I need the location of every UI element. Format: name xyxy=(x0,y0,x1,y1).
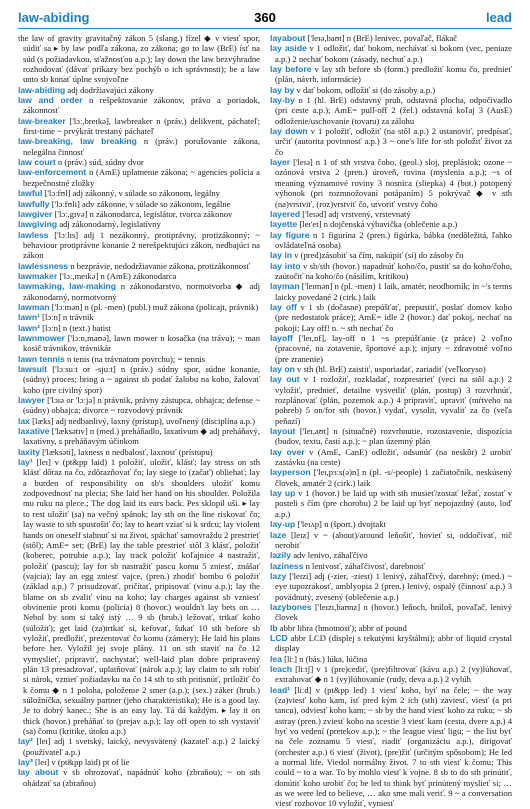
entry-definition: ['leɪə,baʊt] n (BrE) lenivec, povaľač, flákač xyxy=(307,33,458,43)
dictionary-entry xyxy=(270,230,512,251)
dictionary-entry xyxy=(270,209,512,219)
entry-headword: layman xyxy=(270,281,300,292)
entry-headword: lay figure xyxy=(270,229,310,240)
entry-definition: [leɪz] v ~ (about)/around leňošiť, hovieť si, oddočívať, nič nerobiť xyxy=(275,529,513,550)
entry-definition: ['lɔːlɪs] adj 1 nezákonný, protiprávny, protizákonný; ~ behaviour protiprávne konanie 2 nerešpektujúci zákon, nedbajúci na zákon xyxy=(23,229,260,261)
entry-headword: lawn tennis xyxy=(18,353,65,364)
dictionary-entry xyxy=(18,261,260,271)
entry-definition: v (AmE, CanE) odložiť, odsunúť (na neskôr) 2 urobiť zastávku (na ceste) xyxy=(275,446,512,468)
dictionary-entry xyxy=(18,736,260,757)
dictionary-entry xyxy=(270,467,512,488)
dictionary-entry xyxy=(270,623,512,633)
entry-headword: lay² xyxy=(18,736,33,747)
dictionary-entry xyxy=(270,426,512,447)
entry-headword: lb xyxy=(270,622,278,633)
entry-definition: v 1 (hovor.) be laid up with sth musieť/zostať ležať, zostať v posteli s čím (pre chorobu) 2 be laid up byť nepojazdný (auto, loď a.p.) xyxy=(275,488,512,519)
entry-definition: v lay sth before sb (form.) predložiť komu čo, prednieť (plán, návrh, informácie) xyxy=(275,64,512,85)
dictionary-entry xyxy=(18,116,260,137)
entry-headword: lay by xyxy=(270,84,295,95)
dictionary-entry xyxy=(18,333,260,354)
dictionary-entry xyxy=(270,374,512,426)
entry-headword: lawful xyxy=(18,188,43,199)
entry-headword: layperson xyxy=(270,467,311,478)
entry-definition: n (práv.) súd, súdny dvor xyxy=(57,157,144,168)
entry-definition: n tenis (na trávnatom povrchu); = tennis xyxy=(66,353,205,364)
entry-headword: lay aside xyxy=(270,43,307,54)
entry-definition: v dať bokom, odložiť si (do zásoby a.p.) xyxy=(296,84,436,95)
dictionary-entry xyxy=(270,95,512,126)
entry-definition: [liː] n (bás.) lúka, lúčina xyxy=(284,653,368,664)
dictionary-entry xyxy=(270,333,512,364)
left-guide-word: law-abiding xyxy=(18,10,90,25)
left-column xyxy=(18,33,261,788)
entry-definition: ['leɪʌp] n (šport.) dvojtakt xyxy=(297,519,386,530)
entry-headword: lawmaker xyxy=(18,270,58,281)
entry-definition: ['lɔːfʊl] adj zákonný, v súlade so zákonom, legálny xyxy=(44,188,220,199)
dictionary-entry xyxy=(18,354,260,364)
entry-definition: n rešpektovanie zákonov, právo a poriadok, zákonnosť xyxy=(23,95,260,116)
entry-definition: n bezprávie, nedodržiavanie zákona, protizákonnosť xyxy=(70,260,251,271)
entry-headword: law-breaking, law breaking xyxy=(18,136,137,147)
dictionary-entry xyxy=(18,323,260,333)
entry-definition: abbr libra (hmotnosť); abbr of pound xyxy=(279,622,407,633)
entry-headword: lawnmower xyxy=(18,332,65,343)
dictionary-entry xyxy=(270,43,512,64)
entry-definition: [læks] adj nedbanlivý, laxný (prístup), uvoľnený (disciplína a.p.) xyxy=(32,415,255,426)
entry-headword: LCD xyxy=(270,632,288,643)
entry-definition: ['lɔː,breɪkə], lawbreaker n (práv.) delikvent, páchateľ; first-time ~ prvýkrát trestaný páchateľ xyxy=(23,115,260,137)
entry-headword: laxative xyxy=(18,426,50,437)
entry-headword: lay on xyxy=(270,364,295,374)
entry-definition: ['lɔːsuːt or -sjuːt] n (práv.) súdny spor, súdne konanie, (súdny) proces; bring a ~ against sb podať žalobu na koho, žalovať koho (pre civilný spor) xyxy=(23,364,260,395)
entry-headword: lawmaking, law-making xyxy=(18,281,117,292)
dictionary-entry xyxy=(270,571,512,602)
entry-definition: n zákonodarstvo, normotvorba ◆ adj zákonodarný, normotvorný xyxy=(23,281,261,302)
dictionary-entry xyxy=(270,633,512,654)
dictionary-entry xyxy=(18,416,260,426)
dictionary-entry xyxy=(18,33,260,85)
entry-definition: [lɔːn] n trávnik xyxy=(42,312,94,323)
dictionary-entry xyxy=(270,685,512,809)
dictionary-entry xyxy=(270,157,512,209)
entry-headword: layoff xyxy=(270,332,293,343)
entry-headword: lay³ xyxy=(18,757,33,768)
dictionary-entry xyxy=(270,447,512,468)
dictionary-entry xyxy=(270,250,512,260)
dictionary-entry xyxy=(270,602,512,623)
entry-definition: ['leɪ,ɒf], lay-off n 1 ~s prepúšťanie (z práce) 2 voľno (pracovné, na zotavenie, športové a.p.); injury ~ zdravotné voľno (pre zranenie) xyxy=(275,332,512,364)
dictionary-entry xyxy=(270,302,512,333)
dictionary-entry xyxy=(270,64,512,85)
dictionary-entry xyxy=(18,457,260,736)
entry-definition: [liːtʃ] v 1 (pre)cediť, (pre)filtrovať (kávu a.p.) 2 (vy)lúhovať, extrahovať ◆ n 1 (vy)lúhovanie (rudy, deva a.p.) 2 vylúh xyxy=(275,663,512,685)
entry-headword: lawn¹ xyxy=(18,312,40,323)
entry-headword: lawgiver xyxy=(18,208,53,219)
entry-headword: lazybones xyxy=(270,601,312,612)
entry-headword: lawsuit xyxy=(18,364,48,374)
dictionary-entry xyxy=(270,126,512,157)
entry-headword: lawless xyxy=(18,229,49,240)
entry-definition: [leɪ] v (pt&pp laid) 1 položiť, uložiť, klásť; lay stress on sth klásť dôraz na čo, zdôrazňovať čo; lay siege to (začať) obliehať; lay a burden of responsibility on sb's shoulders uložiť komu zodpovednosť na plecia; She laid her hand on his shoulder. Položila mu ruku na plece.; The dog laid its ears back. Pes sklopil uši. ▸ lay to rest uložiť (sa) na večný spánok; lay sth on the line riskovať čo; lay waste to sth spustošiť čo; lay to heart vziať si k srdcu; lay violent hands on oneself siahnuť si na život, spáchať samovraždu 2 prestrieť (stôl); AmE= set; (BrE) lay the table prestrieť stôl 3 klásť, položiť (koberec, potrubie a.p.); lay track položiť koľajnice 4 nastražiť, položiť (pascu); lay for sb nastražiť pascu komu 5 zniesť, znášať (vajcia); lay an egg zniesť vajce, (pren.) zhodiť bombu 6 položiť (základ a.p.) 7 prisudzovať, pričítať, pripisovať (vinu a.p.); lay the blame on sb zvaliť vinu na koho; lay charges against sb vzniesť obvinenie proti komu (policia) 8 (hovor.) wouldn't lay bets on … Nebol by som si taký istý … 9 sb (hrub.) ležovať, trtkať koho (súložiť); get laid (za)trtkať si, kefovať, šukať 10 sth before sb vyložiť, predložiť, prezentovať čo komu (zámery); He laid his plans before her. Vyložil jej svoje plány. 11 on sth staviť na čo 12 vymyslieť, pripraviť, nachystať; well-laid plan dobre pripravený plán 13 presadzovať, uplatňovať (nárok a.p.); lay claim to sth robiť si nárok, vznieť požiadavku na čo 14 sth to sth pritisnúť, priložiť čo k čomu ◆ n 1 poloha, položenie 2 smer (a.p.); (sex.) záker (hrub.) súložníčka, sexuálny partner (jeho charakteristika); He is a good lay. Je to dobrý kanec.; She is an easy lay. Tá dá každým. ▸ lay it on thick (hovor.) preháňať to (prejav a.p.); lay off open to sth vystaviť (sa) čomu (kritike, útoku a.p.) xyxy=(23,457,260,737)
dictionary-entry xyxy=(18,312,260,322)
dictionary-entry xyxy=(18,395,260,416)
entry-headword: lay down xyxy=(270,126,308,137)
entry-definition: v sth (hl. BrE) zaistiť, usporiadať, zariadiť (veľkorysо) xyxy=(297,364,486,374)
dictionary-entry xyxy=(270,33,512,43)
dictionary-entry xyxy=(18,230,260,261)
entry-headword: lay-by xyxy=(270,95,295,106)
entry-headword: lead¹ xyxy=(270,684,291,695)
entry-definition: ['lɔː,meɪkə] n (AmE) zákonodarca xyxy=(59,270,177,281)
dictionary-entry xyxy=(18,95,260,116)
entry-headword: lazily xyxy=(270,550,292,561)
entry-headword: lawfully xyxy=(18,198,50,209)
dictionary-entry xyxy=(18,199,260,209)
dictionary-entry xyxy=(270,219,512,229)
page-header xyxy=(18,10,512,29)
entry-definition: the law of gravity gravitačný zákon 5 (slang.) fízel ◆ v viesť spor, súdiť sa ▸ by law podľa zákona, zo zákona; go to law (BrE) ísť na súd (s požiadavkou, sťažnosťou a.p.); lay down the law bezvýhradne rozhodovať (dávať príkazy bez pochýb o ich správnosti); be a law unto sb konať úplne svojvoľne xyxy=(18,33,260,85)
entry-headword: law court xyxy=(18,157,56,168)
entry-headword: layer xyxy=(270,157,291,168)
entry-headword: layout xyxy=(270,426,296,437)
dictionary-entry xyxy=(18,209,260,219)
entry-definition: ['leɪmən] n (pl. -men) 1 laik, amatér, neodborník; in ~'s terms laicky povedané 2 (cirk.) laik xyxy=(275,281,512,302)
entry-definition: [liːd] v (pt&pp led) 1 viesť koho, byť na čele; ~ the way (za)viesť koho kam, ísť pred kým 2 ich (sth) zaviesť, viesť (a pri tancu), odviesť koho kam; ~ sb by the hand viesť koho za ruku; ~ sb astray (pren.) zviesť koho na scestie 3 viesť kam (cesta, dvere a.p.) 4 byť vo vedení (pretekov a.p.); ~ the league viesť ligu; ~ the list byť na čele zoznamu 5 viesť, riadiť (organizáciu a.p.), dirigovať (orchester a.p.) 6 viesť (život), (pre)žiť (určitým spôsobom); He led a normal life. Viedol normálny život. 7 to sth viesť k čomu; This could ~ to a war. To by mohlo viesť k vojne. 8 sb to do sth prinútiť, donútiť koho urobiť čo; be led to think byť prinútený myslieť si; … as we were led to believe, … ako sme mali veriť. 9 ~ a conversation viesť rozhovor 10 vyložiť, vyniesť xyxy=(275,684,513,809)
entry-definition: ['leɪə] n 1 of sth vrstva čoho, (geol.) sloj, preplástok; ozone ~ ozónová vrstva 2 (pren.) úroveň, rovina (myslenia a.p.); ~s of meaning významové roviny 3 nosnica (sliepka) 4 (bot.) potopený výhonok (pri rozmnožovaní potápaním) 5 pokrývač ◆ v sth (na)vrstviť, (roz)vrstviť čo, utvoriť vrstvy čoho xyxy=(275,157,512,209)
entry-headword: lawgiving xyxy=(18,219,58,230)
entry-definition: [leɪ'et] n dojčenská výbavička (oblečenie a.p.) xyxy=(299,219,458,230)
entry-headword: lay into xyxy=(270,260,301,271)
entry-headword: law and order xyxy=(18,95,83,106)
entry-headword: lay before xyxy=(270,64,312,75)
entry-headword: leach xyxy=(270,663,292,674)
dictionary-entry xyxy=(18,271,260,281)
dictionary-entry xyxy=(18,219,260,229)
entry-definition: n 1 (hl. BrE) odstavný pruh, odstavná plocha, odpočívadlo (pri ceste a.p.); AmE= pull-off 2 (žel.) odstavná koľaj 3 (AusE) odloženie/uschovanie (tovaru) za zálohu xyxy=(275,95,512,126)
entry-definition: v sb/sth (hovor.) napadnúť koho/čo, pustiť sa do koho/čoho, zaútočiť na koho/čo (násilím, kritikou) xyxy=(275,260,512,281)
entry-definition: ['lɔːn,maʊə], lawn mower n kosačka (na trávu); ~ man kosič trávnikov, trávnikár xyxy=(23,332,260,354)
entry-headword: lay about xyxy=(18,767,59,778)
entry-headword: lay over xyxy=(270,446,305,457)
dictionary-entry xyxy=(18,136,260,157)
entry-headword: lay-up xyxy=(270,519,296,530)
dictionary-entry xyxy=(270,654,512,664)
entry-definition: ['lɔː,gɪvə] n zákonodarca, legislátor, tvorca zákonov xyxy=(54,208,233,219)
dictionary-entry xyxy=(18,767,260,788)
entry-definition: [lɔːn] n (text.) batist xyxy=(42,322,111,333)
dictionary-entry xyxy=(270,261,512,282)
page-number: 360 xyxy=(254,10,276,25)
entry-headword: laze xyxy=(270,529,287,540)
entry-definition: ['læksəti], laxness n nedbalosť, laxnosť (prístupu) xyxy=(42,446,213,457)
right-column xyxy=(270,33,513,809)
columns xyxy=(18,33,513,809)
entry-definition: n (AmE) uplatnenie zákona; ~ agencies polícia a bezpečnostné zložky xyxy=(23,167,260,188)
entry-headword: lay out xyxy=(270,374,300,385)
entry-headword: law-enforcement xyxy=(18,167,87,178)
entry-headword: laxity xyxy=(18,446,40,457)
entry-definition: ['leɪ,aʊt] n (situačné) rozvrhnutie, rozostavenie, dispozícia (budov, textu, častí a.p.); ~ plan územný plán xyxy=(275,426,512,447)
entry-headword: lawyer xyxy=(18,395,45,406)
dictionary-entry xyxy=(270,550,512,560)
dictionary-entry xyxy=(18,281,260,302)
entry-definition: adj zákonodarný, legislatívny xyxy=(59,219,161,230)
entry-definition: n (práv.) porušovanie zákona, nelegálna činnosť xyxy=(23,136,260,157)
entry-headword: lay up xyxy=(270,488,296,499)
entry-definition: adv lenivo, záhaľčivo xyxy=(293,550,368,561)
dictionary-entry xyxy=(270,664,512,685)
dictionary-entry xyxy=(270,85,512,95)
dictionary-entry xyxy=(270,281,512,302)
entry-headword: laziness xyxy=(270,560,304,571)
entry-definition: [leɪ] v (pt&pp laid) pt of lie xyxy=(34,757,130,768)
entry-definition: v sb ohrozovať, napádnúť koho (zbraňou); ~ on sth ohádzať sa (zbraňou) xyxy=(23,767,260,788)
entry-definition: v 1 sb (dočasne) prepúšťať, prepustiť, poslať domov koho (pre nedostatok práce); AmE= idle 2 (hovor.) dať pokoj, nechať na pokoji; Lay off! n. ~ sth nechať čo xyxy=(275,301,513,333)
dictionary-entry xyxy=(18,364,260,395)
entry-definition: ['læksətɪv] n (med.) preháňadlo, laxatívum ◆ adj preháňavý, laxatívny, s preháňavým účinkom xyxy=(23,426,260,447)
right-guide-word: lead xyxy=(485,10,512,25)
dictionary-entry xyxy=(270,561,512,571)
entry-headword: lea xyxy=(270,653,282,664)
entry-headword: layette xyxy=(270,219,298,230)
dictionary-entry xyxy=(270,519,512,529)
entry-headword: lawman xyxy=(18,301,50,312)
dictionary-entry xyxy=(18,426,260,447)
entry-headword: lawlessness xyxy=(18,260,69,271)
entry-definition: n 1 figurína 2 (pren.) figúrka, bábka (nedôležitá, ľahko ovládateľná osoba) xyxy=(275,229,512,250)
dictionary-entry xyxy=(270,488,512,519)
entry-headword: lay¹ xyxy=(18,457,33,468)
entry-headword: layabout xyxy=(270,33,306,43)
entry-definition: n lenivosť, záhaľčivosť, darebnosť xyxy=(305,560,425,571)
entry-definition: ['lɔːfʊli] adv zákonne, v súlade so zákonom, legálne xyxy=(51,198,231,209)
entry-headword: lay off xyxy=(270,301,297,312)
entry-definition: v (pred)zásobiť sa čím, nakúpiť (si) do zásoby čo xyxy=(294,250,464,261)
entry-headword: lax xyxy=(18,415,30,426)
dictionary-entry xyxy=(18,302,260,312)
dictionary-entry xyxy=(18,757,260,767)
dictionary-entry xyxy=(270,364,512,374)
entry-headword: lawn² xyxy=(18,322,40,333)
entry-definition: ['lɔːmən] n (pl. -men) (publ.) muž zákona (policajt, právnik) xyxy=(51,301,259,312)
entry-headword: lay in xyxy=(270,250,292,261)
entry-definition: abbr LCD (displej s tekutými kryštálmi); abbr of liquid crystal display xyxy=(275,632,512,654)
entry-headword: layered xyxy=(270,208,301,219)
dictionary-entry xyxy=(18,188,260,198)
entry-definition: v 1 položiť, odložiť (na stôl a.p.) 2 ustanoviť, predpísať, určiť (autorita povinnosť a.p.) 3 ~ one's life for sth položiť život za čo xyxy=(275,126,512,157)
entry-headword: law-breaker xyxy=(18,115,66,126)
entry-definition: v 1 rozložiť, rozkladať, rozprestrieť (veci na stôl a.p.) 2 vyložiť, prednieť, detailne vysvetliť (plán, postup) 3 rozvrhnúť, rozplánovať (plán, pozemok a.p.) 4 pripraviť, upraviť (mŕtveho na pohreb) 5 on/for sth (hovor.) vydať, vysolit, vyvaliť za čo (veľa peňazí) xyxy=(275,374,513,426)
entry-definition: ['lɔɪə or 'lɔːjə] n právnik, právny zástupca, obhajca; defense ~ (súdny) obhajca; divorce ~ rozvodový právnik xyxy=(23,395,260,416)
entry-definition: [leɪ] adj 1 svetský, laický, nevysvätený (kazateľ a.p.) 2 laický (používateľ a.p.) xyxy=(23,736,260,757)
dictionary-entry xyxy=(270,530,512,551)
entry-definition: ['leɪəd] adj vrstvený, vrstevnatý xyxy=(302,208,411,219)
dictionary-entry xyxy=(18,447,260,457)
entry-definition: adj dodržiavajúci zákony xyxy=(67,84,154,95)
dictionary-entry xyxy=(18,167,260,188)
dictionary-entry xyxy=(18,85,260,95)
entry-headword: law-abiding xyxy=(18,84,66,95)
entry-definition: ['leɪ,pɜːs(ə)n] n (pl. -s/-people) 1 začiatočník, neskúsený človek, amatér 2 (cirk.) laik xyxy=(275,467,512,488)
dictionary-entry xyxy=(18,157,260,167)
entry-definition: ['leɪzi] adj (-zier, -ziest) 1 lenivý, záhaľčivý, darebný; (med.) ~ eye tupozrakosť, amblyopia 2 (pren.) lenivý, ospalý (činnosť a.p.) 3 povädnutý, zvesený (oblečenie a.p.) xyxy=(275,570,512,602)
entry-definition: v 1 odložiť, dať bokom, nechávať si bokom (vec, peniaze a.p.) 2 nechať bokom (zásady, nechuť a.p.) xyxy=(275,43,512,64)
entry-headword: lazy xyxy=(270,570,287,581)
entry-definition: ['leɪzɪ,baʊnz] n (hovor.) leňoch, hniloš, povaľač, lenivý človek xyxy=(275,601,513,623)
